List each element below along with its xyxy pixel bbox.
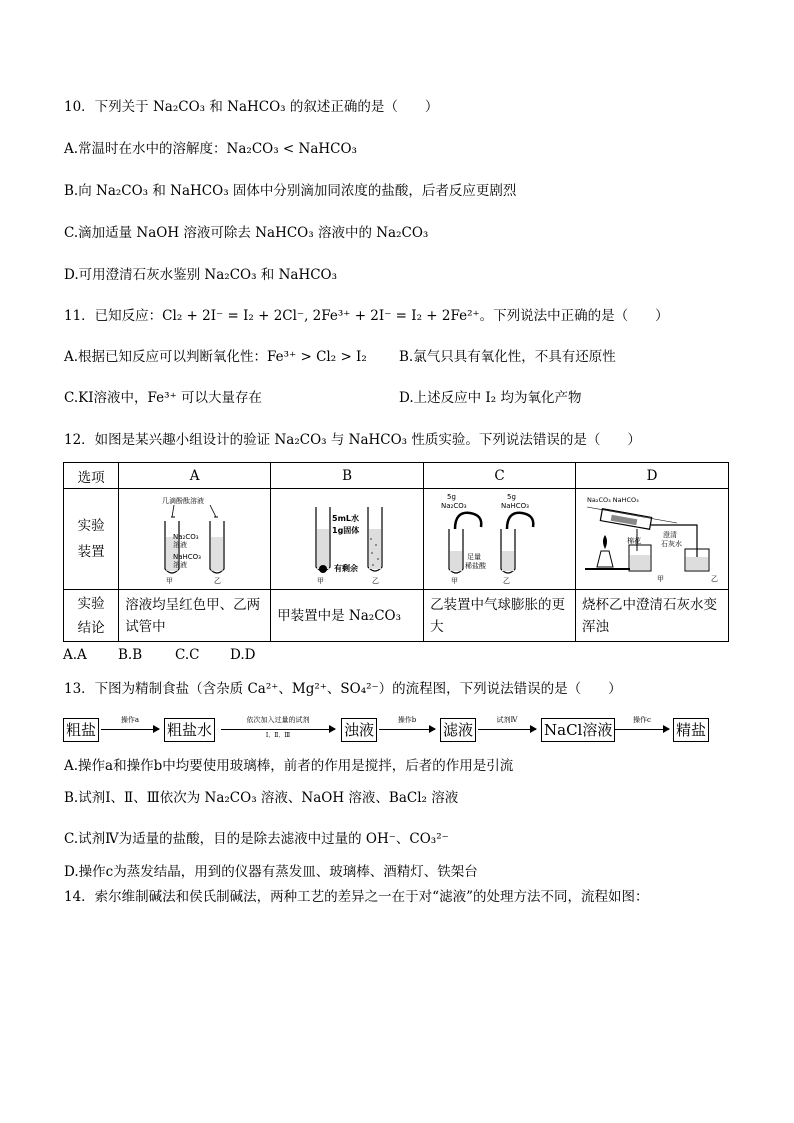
label-solution-1: 溶液 [172, 541, 187, 549]
flow-arrow-5 [615, 716, 669, 744]
label-jia: 甲 [165, 577, 173, 585]
apparatus-d [576, 489, 729, 590]
salt-purification-flowchart [63, 716, 723, 744]
flow-box-filtrate: 滤液 [440, 718, 476, 742]
q10-option-a[interactable]: A.常温时在水中的溶解度：Na₂CO₃ < NaHCO₃ [64, 141, 357, 157]
flow-box-crude-brine: 粗盐水 [164, 718, 215, 742]
label-nahco3: NaHCO₃ [172, 553, 201, 561]
q12-option-b[interactable]: B.B [118, 647, 143, 663]
q13-option-a[interactable]: A.操作a和操作b中均要使用玻璃棒，前者的作用是搅拌，后者的作用是引流 [64, 758, 514, 774]
q12-option-c[interactable]: C.C [175, 647, 200, 663]
q13-option-b[interactable]: B.试剂Ⅰ、Ⅱ、Ⅲ依次为 Na₂CO₃ 溶液、NaOH 溶液、BaCl₂ 溶液 [64, 790, 459, 806]
column-header-b: B [271, 463, 424, 489]
conclusion-b: 甲装置中是 Na₂CO₃ [271, 590, 424, 642]
apparatus-b [271, 489, 424, 590]
label-remaining: 有剩余 [334, 564, 359, 573]
flow-arrow-label-3: 操作b [397, 716, 417, 724]
q10-option-c[interactable]: C.滴加适量 NaOH 溶液可除去 NaHCO₃ 溶液中的 Na₂CO₃ [64, 225, 429, 241]
label-yi: 乙 [502, 577, 510, 585]
q11-stem: 11．已知反应：Cl₂ + 2I⁻ = I₂ + 2Cl⁻, 2Fe³⁺ + 2I⁻ = I₂ + 2Fe²⁺。下列说法中正确的是（ ） [64, 308, 669, 324]
flow-arrow-2 [221, 716, 335, 744]
flow-arrow-3 [379, 716, 435, 744]
q10-option-d[interactable]: D.可用澄清石灰水鉴别 Na₂CO₃ 和 NaHCO₃ [64, 267, 338, 283]
flow-arrow-label-2-sub: Ⅰ、Ⅱ、Ⅲ [265, 732, 291, 739]
q12-stem: 12．如图是某兴趣小组设计的验证 Na₂CO₃ 与 NaHCO₃ 性质实验。下列说法错误的是（ ） [64, 432, 641, 448]
experiment-table [63, 462, 729, 642]
flow-arrow-4 [478, 716, 536, 744]
q13-option-d[interactable]: D.操作c为蒸发结晶，用到的仪器有蒸发皿、玻璃棒、酒精灯、铁架台 [64, 864, 478, 880]
row-header-conclusion: 实验结论 [64, 590, 119, 642]
label-yi: 乙 [372, 577, 380, 585]
label-na2co3: Na₂CO₃ [172, 533, 199, 541]
conclusion-c: 乙装置中气球膨胀的更大 [424, 590, 576, 642]
label-jia: 甲 [450, 577, 458, 585]
flow-arrow-label-2: 依次加入过量的试剂 [246, 716, 310, 724]
q11-option-c[interactable]: C.KI溶液中，Fe³⁺ 可以大量存在 [64, 390, 263, 406]
label-solution-2: 溶液 [172, 561, 187, 569]
label-5g-1: 5g [446, 493, 456, 501]
label-5g-2: 5g [506, 493, 516, 501]
label-limewater: 石灰水 [661, 540, 682, 548]
q14-stem: 14．索尔维制碱法和侯氏制碱法，两种工艺的差异之一在于对“滤液”的处理方法不同，流程如图： [64, 889, 649, 905]
q12-option-d[interactable]: D.D [230, 647, 256, 663]
label-jia: 甲 [657, 575, 664, 583]
row-header-option: 选项 [64, 463, 119, 489]
q11-option-d[interactable]: D.上述反应中 I₂ 均为氧化产物 [399, 390, 582, 406]
flow-arrow-label-5: 操作c [633, 716, 651, 724]
label-clear: 澄清 [663, 531, 677, 539]
label-na2co3-c: Na₂CO₃ [440, 502, 467, 510]
flow-box-turbid: 浊液 [341, 718, 377, 742]
q12-option-a[interactable]: A.A [63, 647, 87, 663]
flow-box-refined-salt: 精盐 [673, 718, 709, 742]
q13-option-c[interactable]: C.试剂Ⅳ为适量的盐酸，目的是除去滤液中过量的 OH⁻、CO₃²⁻ [64, 831, 449, 847]
label-excess: 足量 [466, 553, 481, 561]
column-header-a: A [119, 463, 271, 489]
conclusion-d: 烧杯乙中澄清石灰水变浑浊 [576, 590, 729, 642]
row-header-apparatus: 实验装置 [64, 489, 119, 590]
q13-stem: 13．下图为精制食盐（含杂质 Ca²⁺、Mg²⁺、SO₄²⁻）的流程图，下列说法错误的是（ ） [64, 681, 622, 697]
apparatus-b-figure [272, 489, 422, 585]
flow-arrow-label-4: 试剂Ⅳ [496, 716, 518, 724]
label-na2co3-nahco3: Na₂CO₃ NaHCO₃ [587, 496, 639, 504]
apparatus-c-figure [425, 489, 575, 585]
label-nahco3-c: NaHCO₃ [500, 502, 529, 510]
apparatus-d-figure [577, 489, 727, 585]
q10-option-b[interactable]: B.向 Na₂CO₃ 和 NaHCO₃ 固体中分别滴加同浓度的盐酸，后者反应更剧烈 [64, 183, 517, 199]
q10-stem: 10．下列关于 Na₂CO₃ 和 NaHCO₃ 的叙述正确的是（ ） [64, 99, 439, 115]
column-header-c: C [424, 463, 576, 489]
flow-box-nacl-solution: NaCl溶液 [541, 718, 615, 742]
column-header-d: D [576, 463, 729, 489]
conclusion-a: 溶液均呈红色甲、乙两试管中 [119, 590, 271, 642]
apparatus-a-figure [120, 489, 270, 585]
label-5ml-water: 5mL水 [332, 514, 360, 523]
q11-option-a[interactable]: A.根据已知反应可以判断氧化性：Fe³⁺ > Cl₂ > I₂ [64, 349, 367, 365]
label-jia: 甲 [317, 577, 325, 585]
label-dilute-hcl: 稀盐酸 [464, 562, 486, 570]
label-cotton: 棉花 [627, 537, 641, 545]
label-yi: 乙 [711, 575, 718, 583]
q11-option-b[interactable]: B.氯气只具有氧化性，不具有还原性 [399, 349, 616, 365]
label-phenolphthalein: 几滴酚酞溶液 [161, 497, 204, 505]
apparatus-a [119, 489, 271, 590]
flow-arrow-1 [101, 716, 159, 744]
flow-arrow-label-1: 操作a [120, 716, 140, 724]
flow-box-crude-salt: 粗盐 [63, 718, 99, 742]
label-yi: 乙 [213, 577, 221, 585]
label-1g-solid: 1g固体 [332, 526, 360, 535]
apparatus-c [424, 489, 576, 590]
